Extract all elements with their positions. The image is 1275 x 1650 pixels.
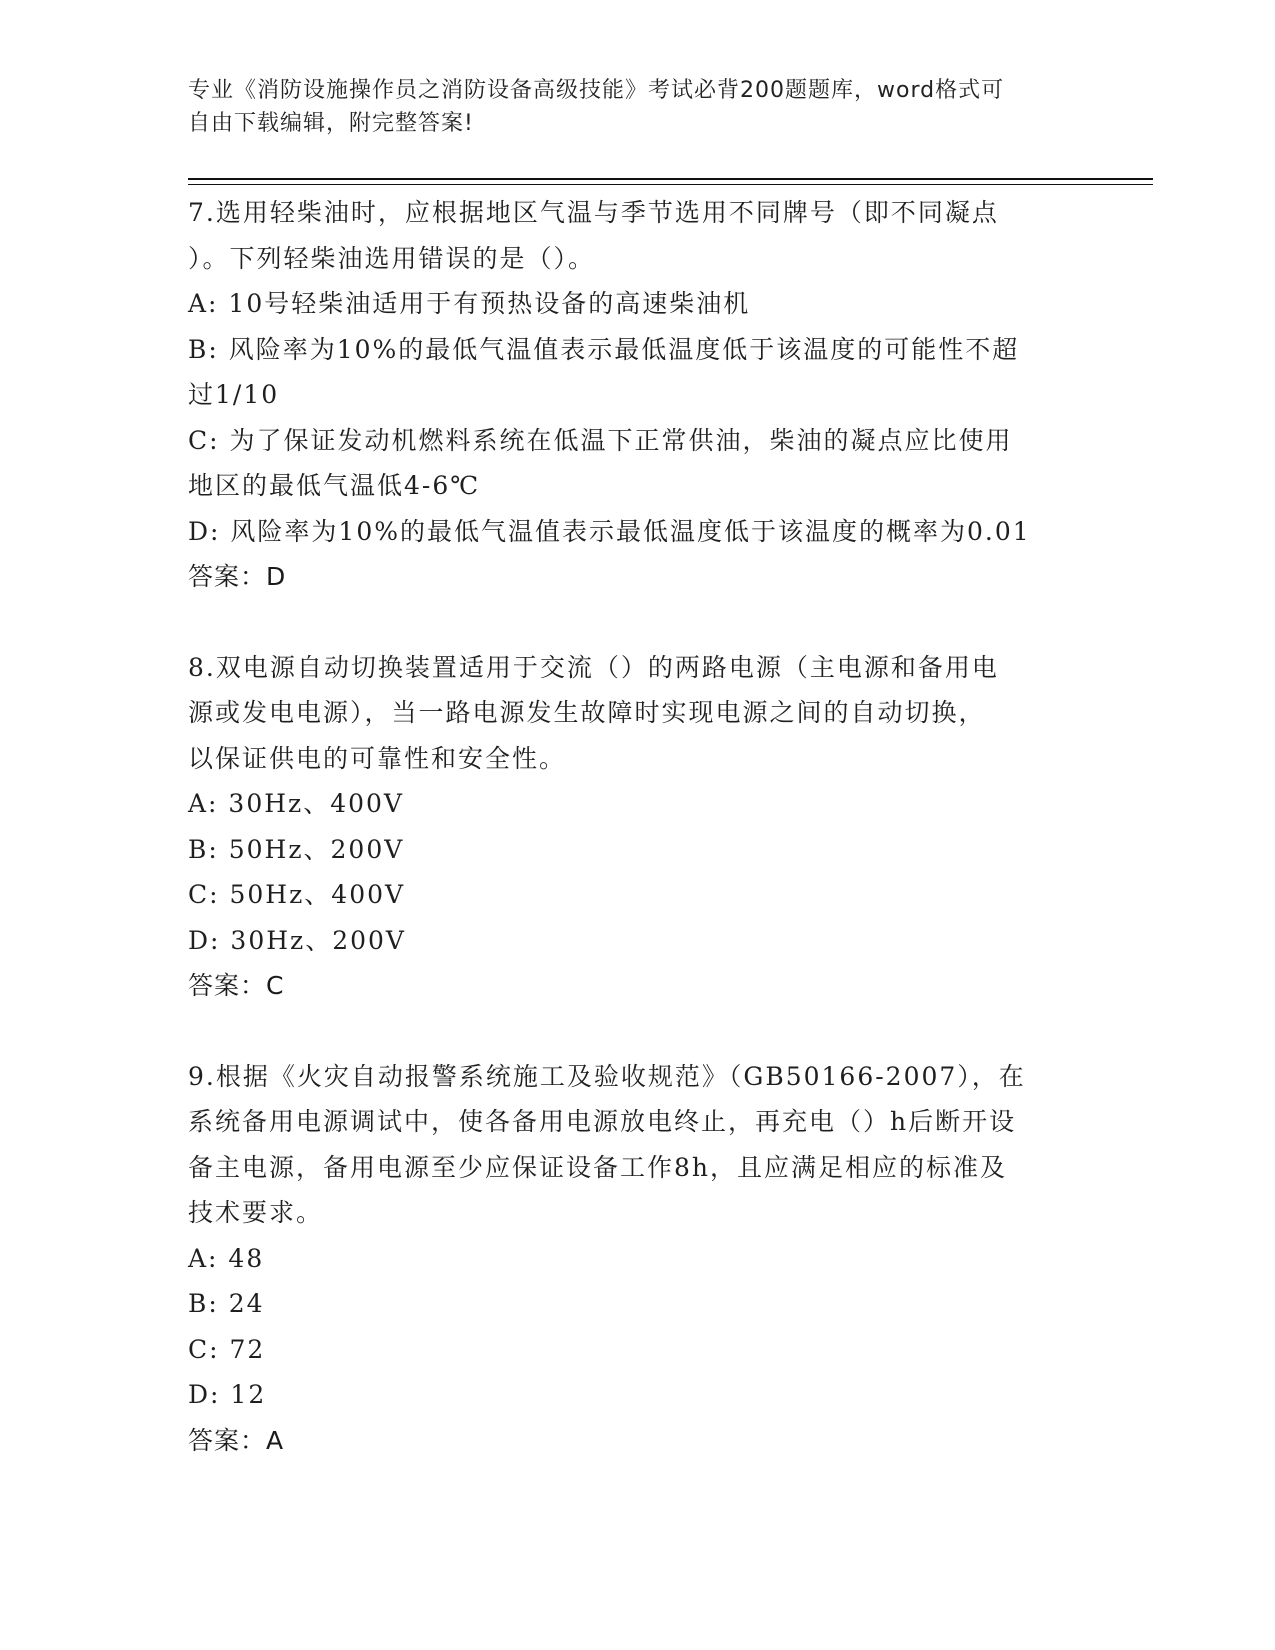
question-stem-line: 7.选用轻柴油时，应根据地区气温与季节选用不同牌号（即不同凝点: [188, 198, 999, 227]
question-list: [188, 190, 1088, 1463]
header-divider-thick: [188, 178, 1153, 180]
option-c: [188, 872, 1088, 918]
option-text-line: A: 30Hz、400V: [188, 789, 404, 818]
option-d: [188, 918, 1088, 964]
question-stem-line: ）。下列轻柴油选用错误的是（）。: [188, 243, 596, 273]
option-a: [188, 1236, 1088, 1282]
document-header: [188, 74, 1078, 140]
option-d: [188, 1372, 1088, 1418]
option-text-line: 地区的最低气温低4-6℃: [188, 471, 481, 500]
option-text-line: C: 50Hz、400V: [188, 880, 406, 909]
question-9: [188, 1054, 1088, 1464]
option-d: [188, 509, 1088, 555]
option-text-line: A: 48: [188, 1243, 265, 1273]
option-c: [188, 418, 1088, 509]
header-line-2: 自由下载编辑，附完整答案!: [188, 111, 474, 136]
option-b: [188, 327, 1088, 418]
question-stem-line: 源或发电电源），当一路电源发生故障时实现电源之间的自动切换，: [188, 698, 986, 727]
option-b: [188, 1281, 1088, 1327]
header-line-1: 专业《消防设施操作员之消防设备高级技能》考试必背200题题库，word格式可: [188, 78, 1005, 103]
option-a: [188, 781, 1088, 827]
answer-line: 答案：C: [188, 971, 285, 1000]
option-text-line: B: 50Hz、200V: [188, 834, 405, 864]
option-a: [188, 281, 1088, 327]
option-text-line: A: 10号轻柴油适用于有预热设备的高速柴油机: [188, 289, 751, 318]
question-stem-line: 以保证供电的可靠性和安全性。: [188, 743, 567, 773]
option-text-line: C: 为了保证发动机燃料系统在低温下正常供油，柴油的凝点应比使用: [188, 425, 1013, 455]
option-text-line: D: 风险率为10%的最低气温值表示最低温度低于该温度的概率为0.01: [188, 516, 1031, 546]
option-text-line: B: 风险率为10%的最低气温值表示最低温度低于该温度的可能性不超: [188, 334, 1020, 364]
question-stem-line: 8.双电源自动切换装置适用于交流（）的两路电源（主电源和备用电: [188, 652, 999, 682]
option-text-line: 过1/10: [188, 380, 280, 409]
question-stem-line: 技术要求。: [188, 1198, 324, 1227]
option-b: [188, 827, 1088, 873]
answer-line: 答案：A: [188, 1425, 285, 1455]
answer-line: 答案：D: [188, 562, 287, 591]
option-c: [188, 1327, 1088, 1373]
question-7: [188, 190, 1088, 600]
question-stem-line: 系统备用电源调试中，使各备用电源放电终止，再充电（）h后断开设: [188, 1107, 1017, 1136]
option-text-line: D: 30Hz、200V: [188, 925, 406, 955]
option-text-line: B: 24: [188, 1289, 265, 1318]
question-stem-line: 9.根据《火灾自动报警系统施工及验收规范》（GB50166-2007），在: [188, 1061, 1026, 1091]
option-text-line: C: 72: [188, 1334, 266, 1364]
header-divider-thin: [188, 184, 1153, 185]
option-text-line: D: 12: [188, 1380, 267, 1409]
question-8: [188, 645, 1088, 1009]
question-stem-line: 备主电源，备用电源至少应保证设备工作8h，且应满足相应的标准及: [188, 1152, 1008, 1182]
